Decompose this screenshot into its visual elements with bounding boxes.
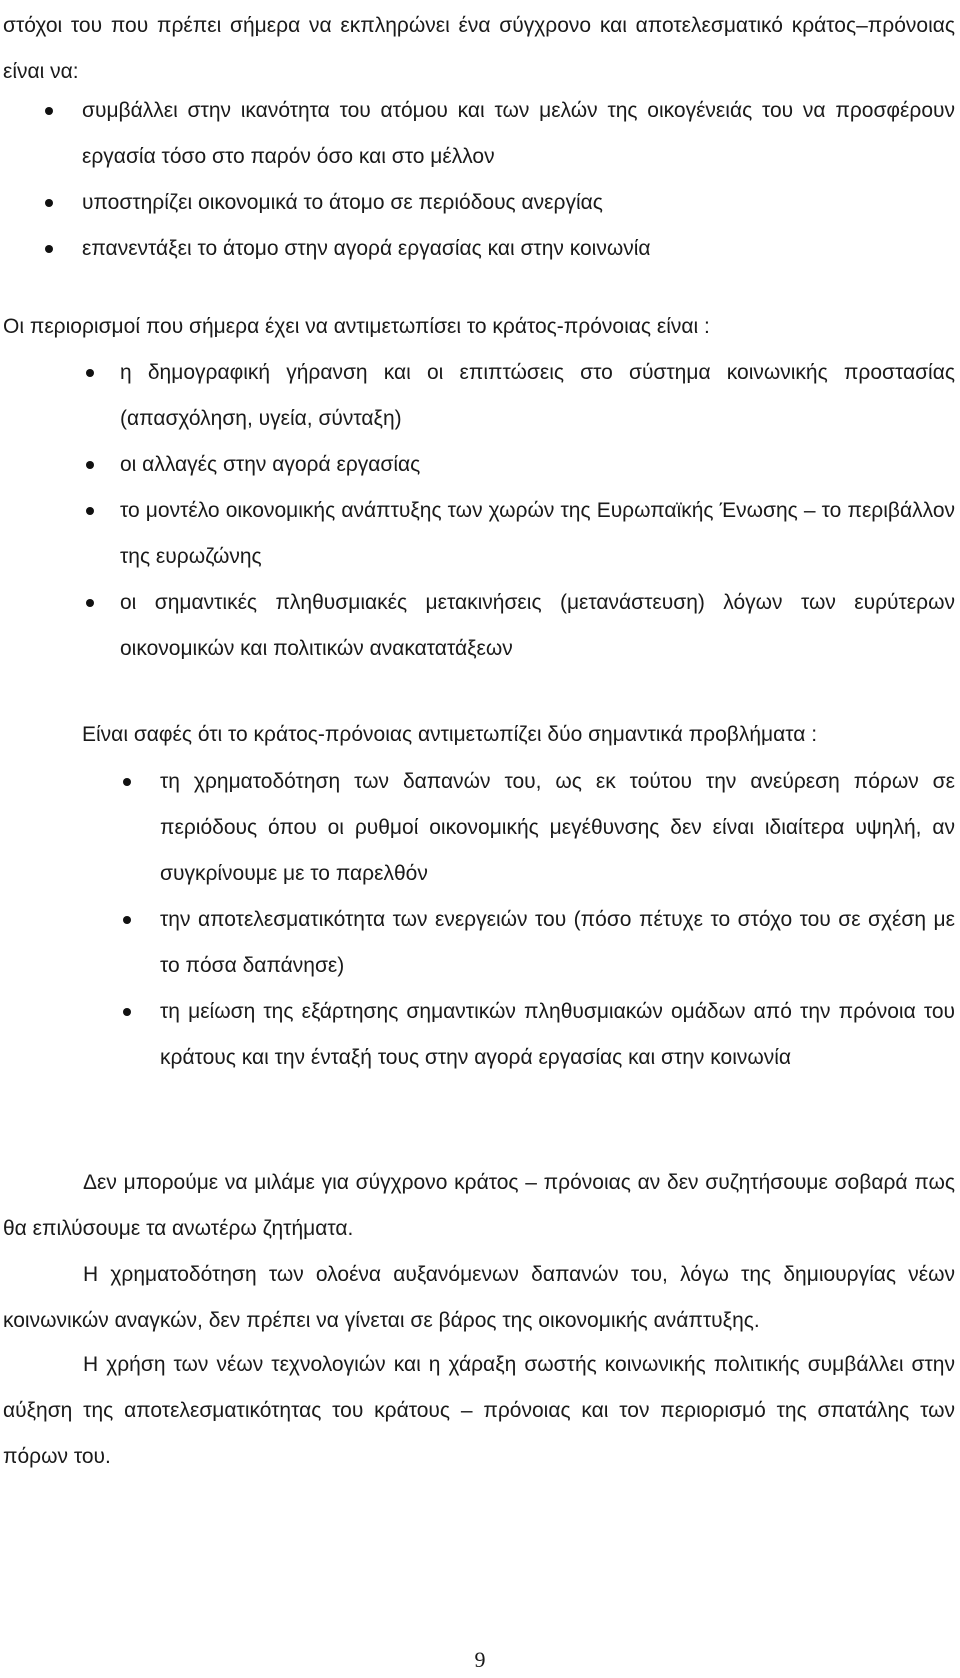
bullet-icon	[45, 245, 53, 253]
list-item	[120, 350, 955, 442]
list-item-text: τη χρηματοδότηση των δαπανών του, ως εκ τούτου την ανεύρεση πόρων σε περιόδους όπου οι ρυθμοί οικονομικής μεγέθυνσης δεν είναι ιδιαίτερα υψηλή, αν συγκρίνουμε με το παρελθόν	[160, 770, 955, 885]
goals-bullet-list	[82, 88, 955, 272]
list-item-text: το μοντέλο οικονομικής ανάπτυξης των χωρών της Ευρωπαϊκής Ένωσης – το περιβάλλον της ευρωζώνης	[120, 499, 955, 568]
list-item	[160, 897, 955, 989]
list-item	[120, 488, 955, 580]
bullet-icon	[86, 461, 94, 469]
page-number: 9	[474, 1647, 486, 1672]
limitations-bullet-list	[120, 350, 955, 672]
list-item	[120, 580, 955, 672]
problems-bullet-list	[160, 759, 955, 1081]
list-item	[82, 180, 955, 226]
problems-heading: Είναι σαφές ότι το κράτος-πρόνοιας αντιμετωπίζει δύο σημαντικά προβλήματα :	[82, 723, 818, 746]
list-item	[160, 989, 955, 1081]
bullet-icon	[86, 599, 94, 607]
list-item-text: την αποτελεσματικότητα των ενεργειών του (πόσο πέτυχε το στόχο του σε σχέση με το πόσα δαπάνησε)	[160, 908, 955, 977]
closing-paragraph: Η χρήση των νέων τεχνολογιών και η χάραξη σωστής κοινωνικής πολιτικής συμβάλλει στην αύξηση της αποτελεσματικότητας του κράτους – πρόνοιας και τον περιορισμό της σπατάλης των πόρων του.	[3, 1353, 955, 1468]
list-item-text: τη μείωση της εξάρτησης σημαντικών πληθυσμιακών ομάδων από την πρόνοια του κράτους και την ένταξή τους στην αγορά εργασίας και στην κοινωνία	[160, 1000, 955, 1069]
list-item	[120, 442, 955, 488]
bullet-icon	[123, 1008, 131, 1016]
list-item-text: συμβάλλει στην ικανότητα του ατόμου και των μελών της οικογένειάς του να προσφέρουν εργασία τόσο στο παρόν όσο και στο μέλλον	[82, 99, 955, 168]
bullet-icon	[45, 107, 53, 115]
list-item	[82, 88, 955, 180]
closing-paragraph: Δεν μπορούμε να μιλάμε για σύγχρονο κράτος – πρόνοιας αν δεν συζητήσουμε σοβαρά πως θα επιλύσουμε τα ανωτέρω ζητήματα.	[3, 1171, 955, 1240]
list-item-text: υποστηρίζει οικονομικά το άτομο σε περιόδους ανεργίας	[82, 191, 603, 214]
bullet-icon	[45, 199, 53, 207]
intro-paragraph: στόχοι του που πρέπει σήμερα να εκπληρώνει ένα σύγχρονο και αποτελεσματικό κράτος–πρόνοιας είναι να:	[3, 14, 955, 83]
list-item-text: η δημογραφική γήρανση και οι επιπτώσεις στο σύστημα κοινωνικής προστασίας (απασχόληση, υγεία, σύνταξη)	[120, 361, 955, 430]
list-item	[82, 226, 955, 272]
list-item-text: οι σημαντικές πληθυσμιακές μετακινήσεις (μετανάστευση) λόγων των ευρύτερων οικονομικών και πολιτικών ανακατατάξεων	[120, 591, 955, 660]
closing-paragraph: Η χρηματοδότηση των ολοένα αυξανόμενων δαπανών του, λόγω της δημιουργίας νέων κοινωνικών αναγκών, δεν πρέπει να γίνεται σε βάρος της οικονομικής ανάπτυξης.	[3, 1263, 955, 1332]
bullet-icon	[86, 507, 94, 515]
bullet-icon	[123, 916, 131, 924]
list-item-text: οι αλλαγές στην αγορά εργασίας	[120, 453, 421, 476]
limitations-heading: Οι περιορισμοί που σήμερα έχει να αντιμετωπίσει το κράτος-πρόνοιας είναι :	[3, 315, 710, 338]
bullet-icon	[123, 778, 131, 786]
bullet-icon	[86, 369, 94, 377]
list-item-text: επανεντάξει το άτομο στην αγορά εργασίας και στην κοινωνία	[82, 237, 651, 260]
list-item	[160, 759, 955, 897]
